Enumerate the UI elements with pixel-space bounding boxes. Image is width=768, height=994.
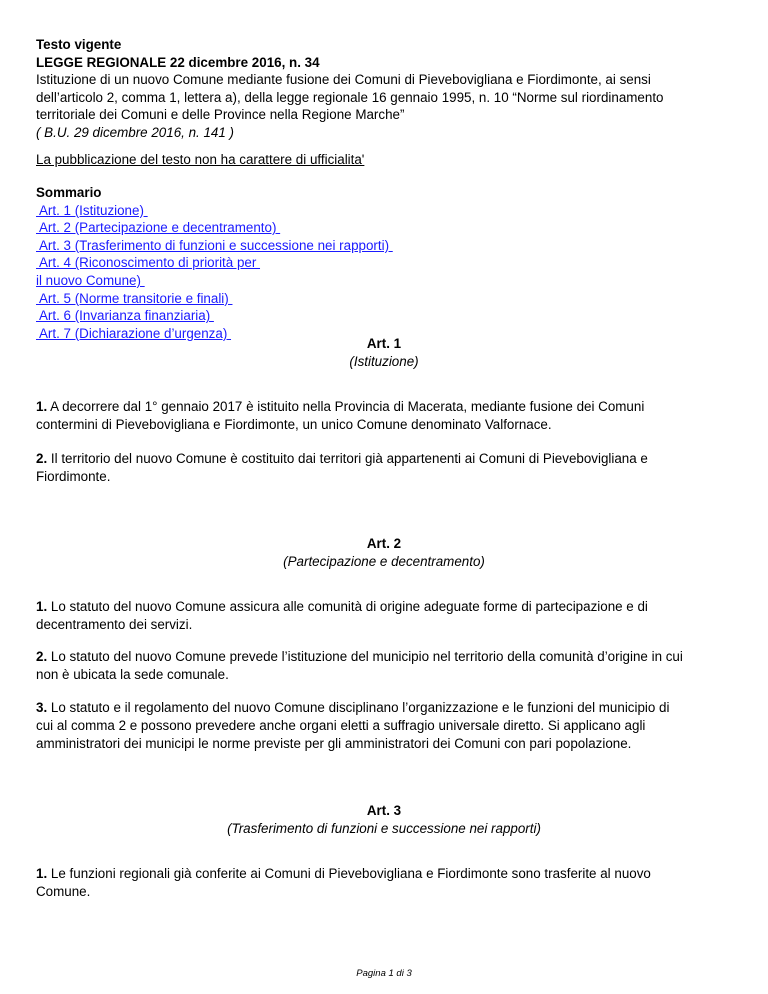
article-number: Art. 2 <box>366 536 402 551</box>
official-notice: La pubblicazione del testo non ha carattere di ufficialita' <box>36 152 365 167</box>
paragraph-number: 1. <box>36 399 48 414</box>
paragraph-number: 1. <box>36 599 48 614</box>
paragraph-text: Il territorio del nuovo Comune è costituito dai territori già appartenenti ai Comuni di Pievebovigliana e <box>50 451 648 466</box>
law-description-line: Istituzione di un nuovo Comune mediante fusione dei Comuni di Pievebovigliana e Fiordimonte, ai sensi <box>36 72 651 88</box>
paragraph-number: 2. <box>36 649 48 664</box>
toc-link-art-2[interactable]: Art. 2 (Partecipazione e decentramento) <box>36 220 281 236</box>
law-title: LEGGE REGIONALE 22 dicembre 2016, n. 34 <box>36 54 320 70</box>
article-paragraph <box>36 450 736 486</box>
paragraph-text: Lo statuto e il regolamento del nuovo Comune disciplinano l’organizzazione e le funzioni del municipio di <box>50 700 670 715</box>
paragraph-number: 2. <box>36 451 48 466</box>
toc-link-art-1[interactable]: Art. 1 (Istituzione) <box>36 202 148 218</box>
paragraph-text: decentramento dei servizi. <box>36 617 193 632</box>
article-number: Art. 1 <box>366 336 402 351</box>
paragraph-text: Le funzioni regionali già conferite ai Comuni di Pievebovigliana e Fiordimonte sono trasferite al nuovo <box>50 866 651 881</box>
article-paragraph <box>36 598 736 634</box>
toc-link-art-7[interactable]: Art. 7 (Dichiarazione d’urgenza) <box>36 325 232 341</box>
toc-link-art-4-cont[interactable]: il nuovo Comune) <box>36 272 145 288</box>
paragraph-text: non è ubicata la sede comunale. <box>36 667 229 682</box>
paragraph-number: 1. <box>36 866 48 881</box>
toc-link-art-3[interactable]: Art. 3 (Trasferimento di funzioni e successione nei rapporti) <box>36 237 393 253</box>
paragraph-text: A decorrere dal 1° gennaio 2017 è istituito nella Provincia di Macerata, mediante fusione dei Comuni <box>50 399 645 414</box>
toc-link-art-5[interactable]: Art. 5 (Norme transitorie e finali) <box>36 290 233 306</box>
paragraph-text: cui al comma 2 e possono prevedere anche organi eletti a suffragio universale diretto. Si applicano agli <box>36 718 646 733</box>
article-paragraph <box>36 398 736 434</box>
paragraph-text: amministratori dei municipi le norme previste per gli amministratori dei Comuni con pari popolazione. <box>36 736 632 751</box>
status-label: Testo vigente <box>36 37 122 52</box>
toc-title: Sommario <box>36 185 102 200</box>
article-subtitle: (Trasferimento di funzioni e successione nei rapporti) <box>227 820 541 836</box>
article-subtitle: (Istituzione) <box>349 353 419 369</box>
article-heading <box>0 535 768 570</box>
toc-link-art-4[interactable]: Art. 4 (Riconoscimento di priorità per <box>36 255 261 271</box>
paragraph-text: Lo statuto del nuovo Comune prevede l’istituzione del municipio nel territorio della comunità d’origine in cui <box>50 649 683 664</box>
paragraph-text: contermini di Pievebovigliana e Fiordimonte, un unico Comune denominato Valfornace. <box>36 417 552 432</box>
table-of-contents <box>36 184 393 342</box>
toc-link-art-6[interactable]: Art. 6 (Invarianza finanziaria) <box>36 308 214 324</box>
law-description-line: dell’articolo 2, comma 1, lettera a), della legge regionale 16 gennaio 1995, n. 10 “Norme sul riordinamento <box>36 89 664 105</box>
paragraph-text: Comune. <box>36 884 91 899</box>
article-number: Art. 3 <box>366 803 402 818</box>
paragraph-text: Lo statuto del nuovo Comune assicura alle comunità di origine adeguate forme di partecipazione e di <box>50 599 648 614</box>
paragraph-number: 3. <box>36 700 48 715</box>
article-heading <box>0 335 768 370</box>
article-heading <box>0 802 768 837</box>
bulletin-reference: ( B.U. 29 dicembre 2016, n. 141 ) <box>36 124 234 140</box>
page-footer: Pagina 1 di 3 <box>356 968 412 979</box>
article-paragraph <box>36 865 736 901</box>
paragraph-text: Fiordimonte. <box>36 469 111 484</box>
document-header <box>36 36 736 142</box>
law-description-line: territoriale dei Comuni e delle Province nella Regione Marche” <box>36 107 405 123</box>
article-subtitle: (Partecipazione e decentramento) <box>283 553 485 569</box>
article-paragraph <box>36 648 736 684</box>
article-paragraph <box>36 699 736 753</box>
